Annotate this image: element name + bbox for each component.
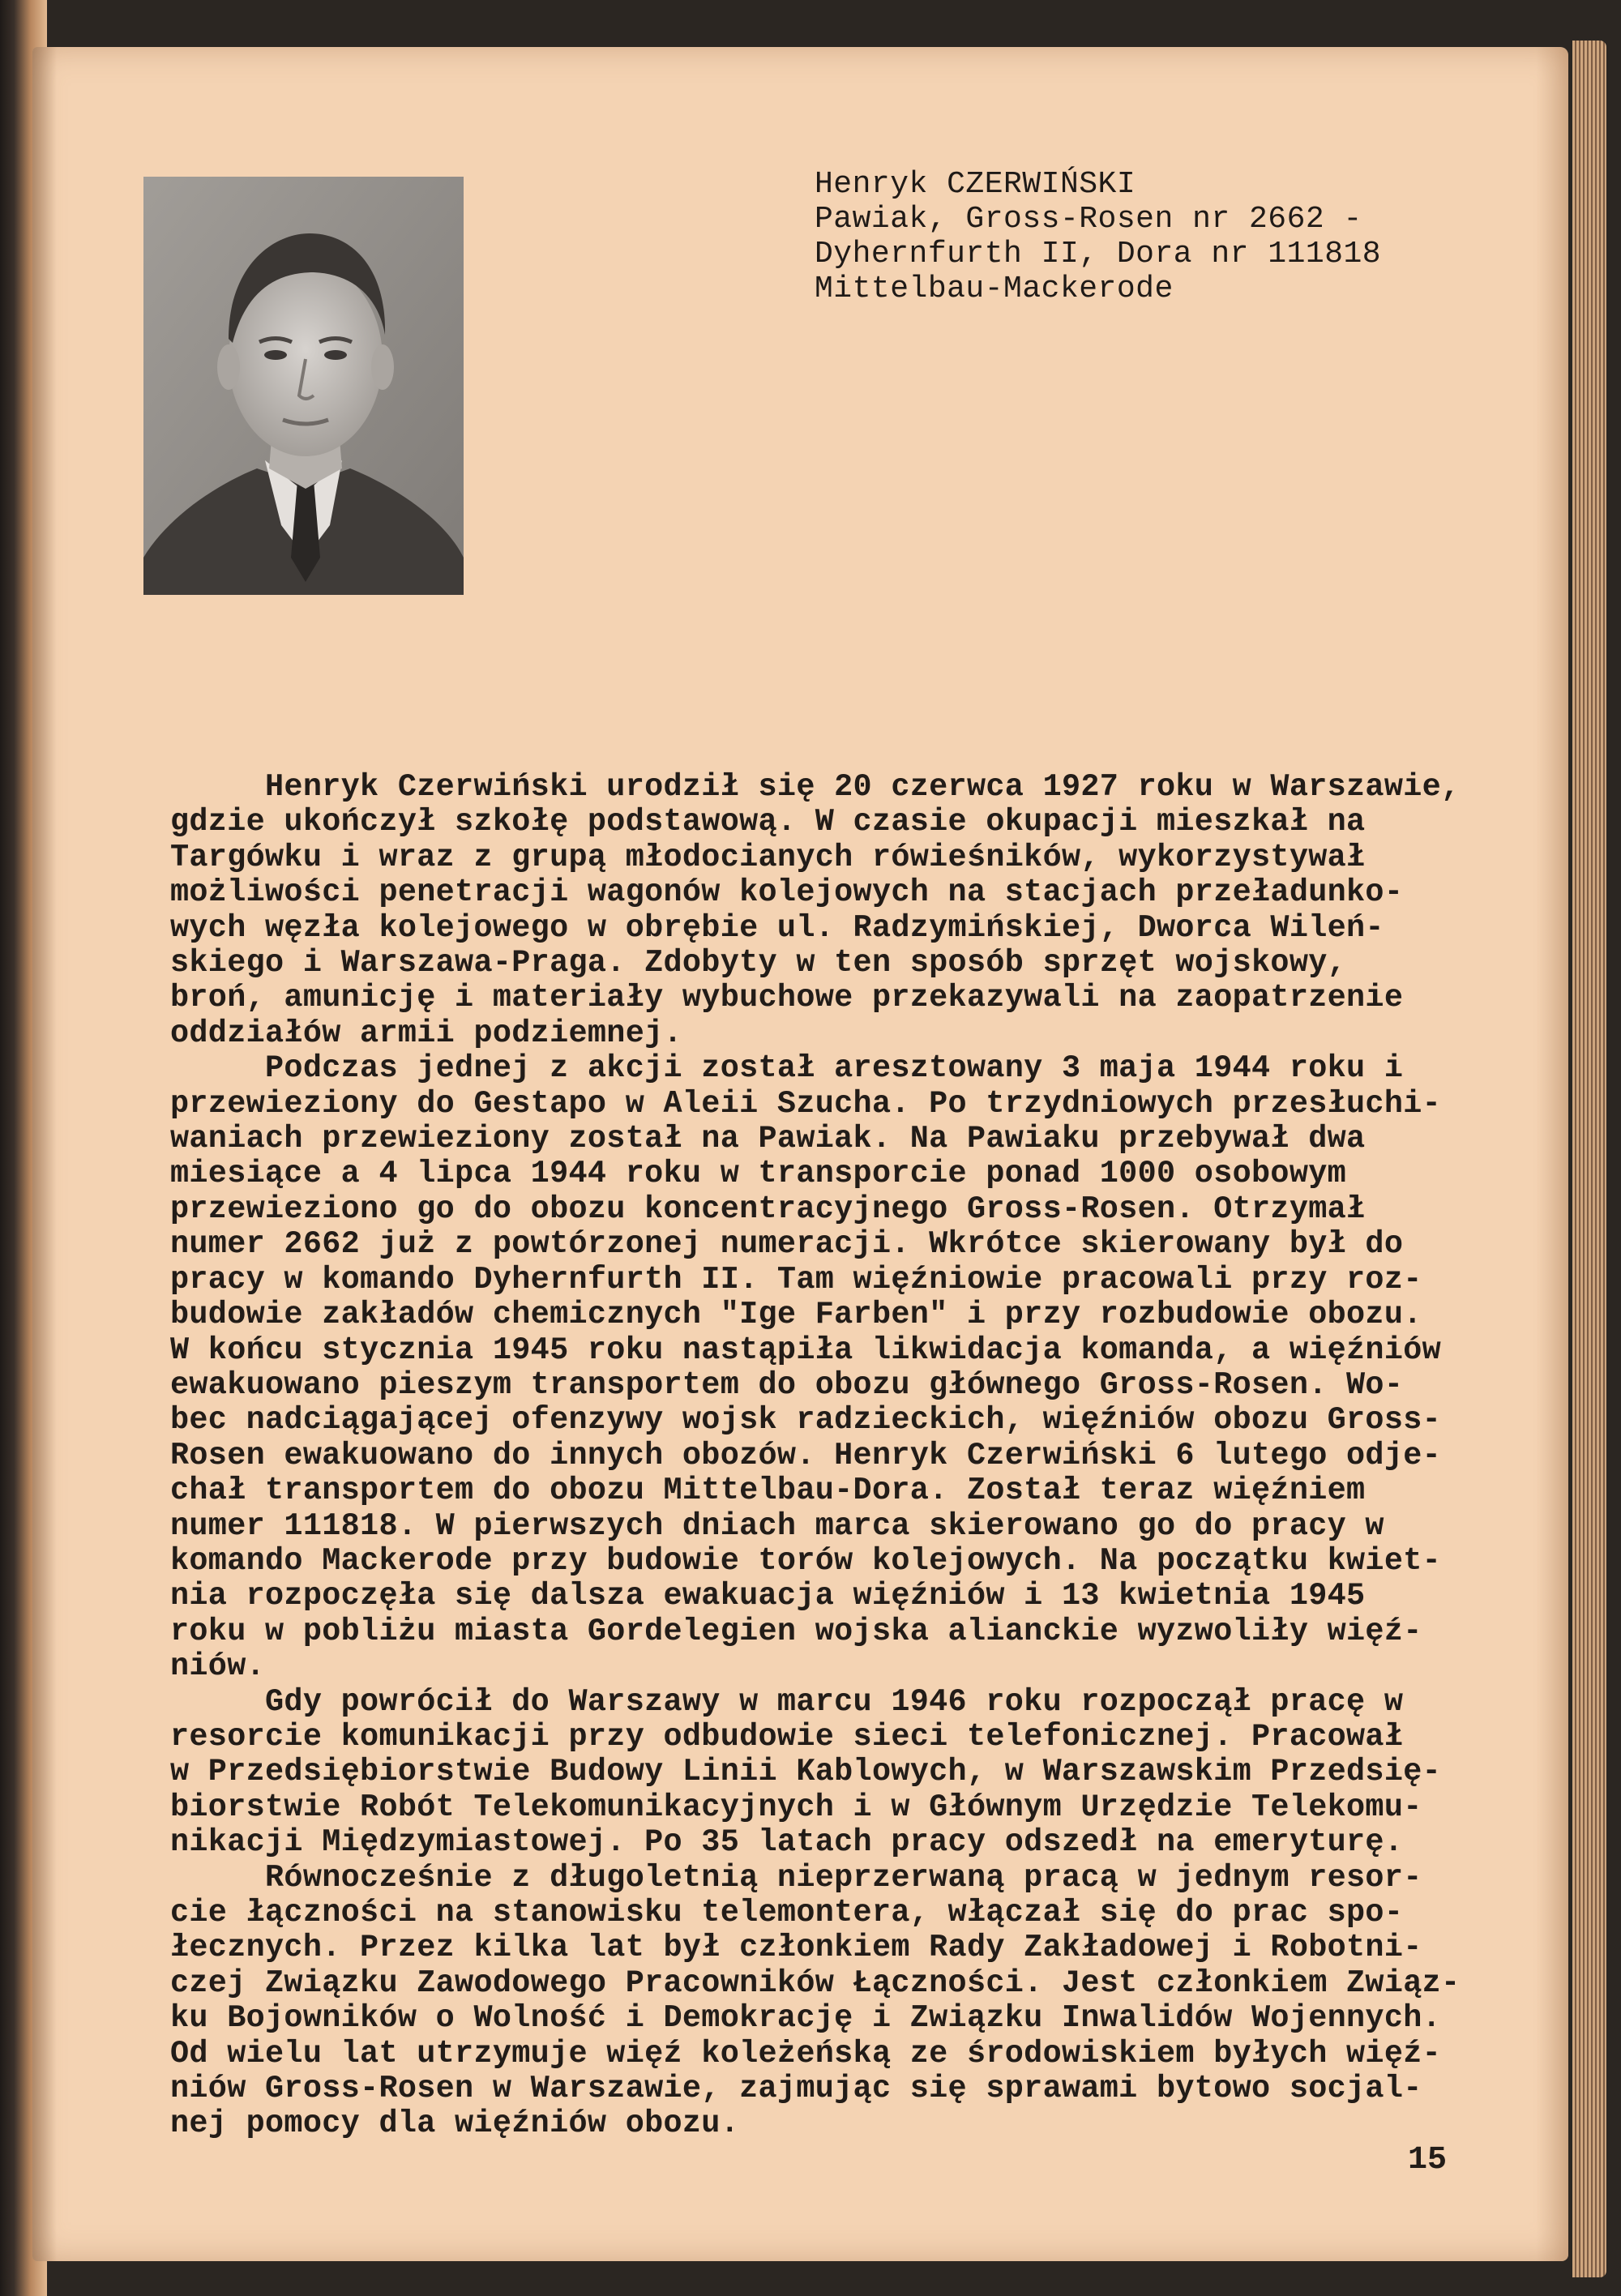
body-line: komando Mackerode przy budowie torów kolejowych. Na początku kwiet- bbox=[170, 1542, 1442, 1579]
body-line: ku Bojowników o Wolność i Demokrację i Związku Inwalidów Wojennych. bbox=[170, 2000, 1442, 2037]
body-line: wych węzła kolejowego w obrębie ul. Radzymińskiej, Dworca Wileń- bbox=[170, 909, 1384, 946]
body-line: numer 2662 już z powtórzonej numeracji. Wkrótce skierowany był do bbox=[170, 1226, 1404, 1263]
body-line: nia rozpoczęła się dalsza ewakuacja więźniów i 13 kwietnia 1945 bbox=[170, 1578, 1366, 1614]
body-line: pracy w komando Dyhernfurth II. Tam więźniowie pracowali przy roz- bbox=[170, 1261, 1422, 1298]
body-line: niów. bbox=[170, 1648, 266, 1685]
body-line: W końcu stycznia 1945 roku nastąpiła likwidacja komanda, a więźniów bbox=[170, 1332, 1442, 1368]
page-stack-edge bbox=[1572, 41, 1606, 2277]
body-line: Równocześnie z długoletnią nieprzerwaną pracą w jednym resor- bbox=[170, 1859, 1422, 1896]
body-line: czej Związku Zawodowego Pracowników Łączności. Jest członkiem Związ- bbox=[170, 1965, 1461, 2001]
body-line: możliwości penetracji wagonów kolejowych na stacjach przeładunko- bbox=[170, 874, 1404, 911]
header-camps-line-1: Pawiak, Gross-Rosen nr 2662 - bbox=[815, 202, 1362, 237]
body-line: resorcie komunikacji przy odbudowie sieci telefonicznej. Pracował bbox=[170, 1718, 1404, 1755]
document-page bbox=[32, 47, 1568, 2261]
header-camps-line-2: Dyhernfurth II, Dora nr 111818 bbox=[815, 237, 1382, 272]
gutter-shadow bbox=[32, 47, 57, 2261]
body-line: w Przedsiębiorstwie Budowy Linii Kablowych, w Warszawskim Przedsię- bbox=[170, 1754, 1442, 1790]
body-line: nikacji Międzymiastowej. Po 35 latach pracy odszedł na emeryturę. bbox=[170, 1824, 1404, 1861]
body-line: przewieziono go do obozu koncentracyjnego Gross-Rosen. Otrzymał bbox=[170, 1191, 1366, 1227]
body-line: przewieziony do Gestapo w Aleii Szucha. Po trzydniowych przesłuchi- bbox=[170, 1085, 1442, 1122]
body-line: biorstwie Robót Telekomunikacyjnych i w Głównym Urzędzie Telekomu- bbox=[170, 1789, 1422, 1825]
biography-text bbox=[170, 770, 1540, 2142]
portrait-photo bbox=[143, 177, 464, 595]
body-line: bec nadciągającej ofenzywy wojsk radzieckich, więźniów obozu Gross- bbox=[170, 1402, 1442, 1439]
body-line: łecznych. Przez kilka lat był członkiem Rady Zakładowej i Robotni- bbox=[170, 1930, 1422, 1966]
body-line: chał transportem do obozu Mittelbau-Dora. Został teraz więźniem bbox=[170, 1473, 1366, 1509]
body-line: skiego i Warszawa-Praga. Zdobyty w ten sposób sprzęt wojskowy, bbox=[170, 945, 1347, 981]
body-line: Rosen ewakuowano do innych obozów. Henryk Czerwiński 6 lutego odje- bbox=[170, 1437, 1442, 1473]
body-line: Gdy powrócił do Warszawy w marcu 1946 roku rozpoczął pracę w bbox=[170, 1683, 1404, 1720]
header-camps-line-3: Mittelbau-Mackerode bbox=[815, 272, 1174, 306]
body-line: gdzie ukończył szkołę podstawową. W czasie okupacji mieszkał na bbox=[170, 804, 1366, 840]
body-line: Od wielu lat utrzymuje więź koleżeńską ze środowiskiem byłych więź- bbox=[170, 2035, 1442, 2072]
body-line: cie łączności na stanowisku telemontera, włączał się do prac spo- bbox=[170, 1895, 1404, 1930]
body-line: miesiące a 4 lipca 1944 roku w transporcie ponad 1000 osobowym bbox=[170, 1156, 1347, 1192]
body-line: nej pomocy dla więźniów obozu. bbox=[170, 2106, 740, 2142]
header-name: Henryk CZERWIŃSKI bbox=[815, 167, 1136, 202]
body-line: niów Gross-Rosen w Warszawie, zajmując się sprawami bytowo socjal- bbox=[170, 2071, 1422, 2107]
body-line: oddziałów armii podziemnej. bbox=[170, 1015, 682, 1051]
body-line: ewakuowano pieszym transportem do obozu głównego Gross-Rosen. Wo- bbox=[170, 1366, 1404, 1403]
body-line: numer 111818. W pierwszych dniach marca skierowano go do pracy w bbox=[170, 1507, 1384, 1544]
page-number: 15 bbox=[1407, 2142, 1447, 2178]
portrait-image bbox=[143, 177, 464, 595]
body-line: budowie zakładów chemicznych "Ige Farben" i przy rozbudowie obozu. bbox=[170, 1297, 1422, 1333]
body-line: roku w pobliżu miasta Gordelegien wojska alianckie wyzwoliły więź- bbox=[170, 1613, 1422, 1649]
body-line: waniach przewieziony został na Pawiak. Na Pawiaku przebywał dwa bbox=[170, 1121, 1366, 1157]
body-line: Podczas jednej z akcji został aresztowany 3 maja 1944 roku i bbox=[170, 1050, 1404, 1087]
body-line: Targówku i wraz z grupą młodocianych rówieśników, wykorzystywał bbox=[170, 839, 1366, 875]
body-line: broń, amunicję i materiały wybuchowe przekazywali na zaopatrzenie bbox=[170, 980, 1404, 1016]
body-line: Henryk Czerwiński urodził się 20 czerwca 1927 roku w Warszawie, bbox=[170, 769, 1461, 805]
prisoner-header bbox=[815, 167, 1544, 306]
